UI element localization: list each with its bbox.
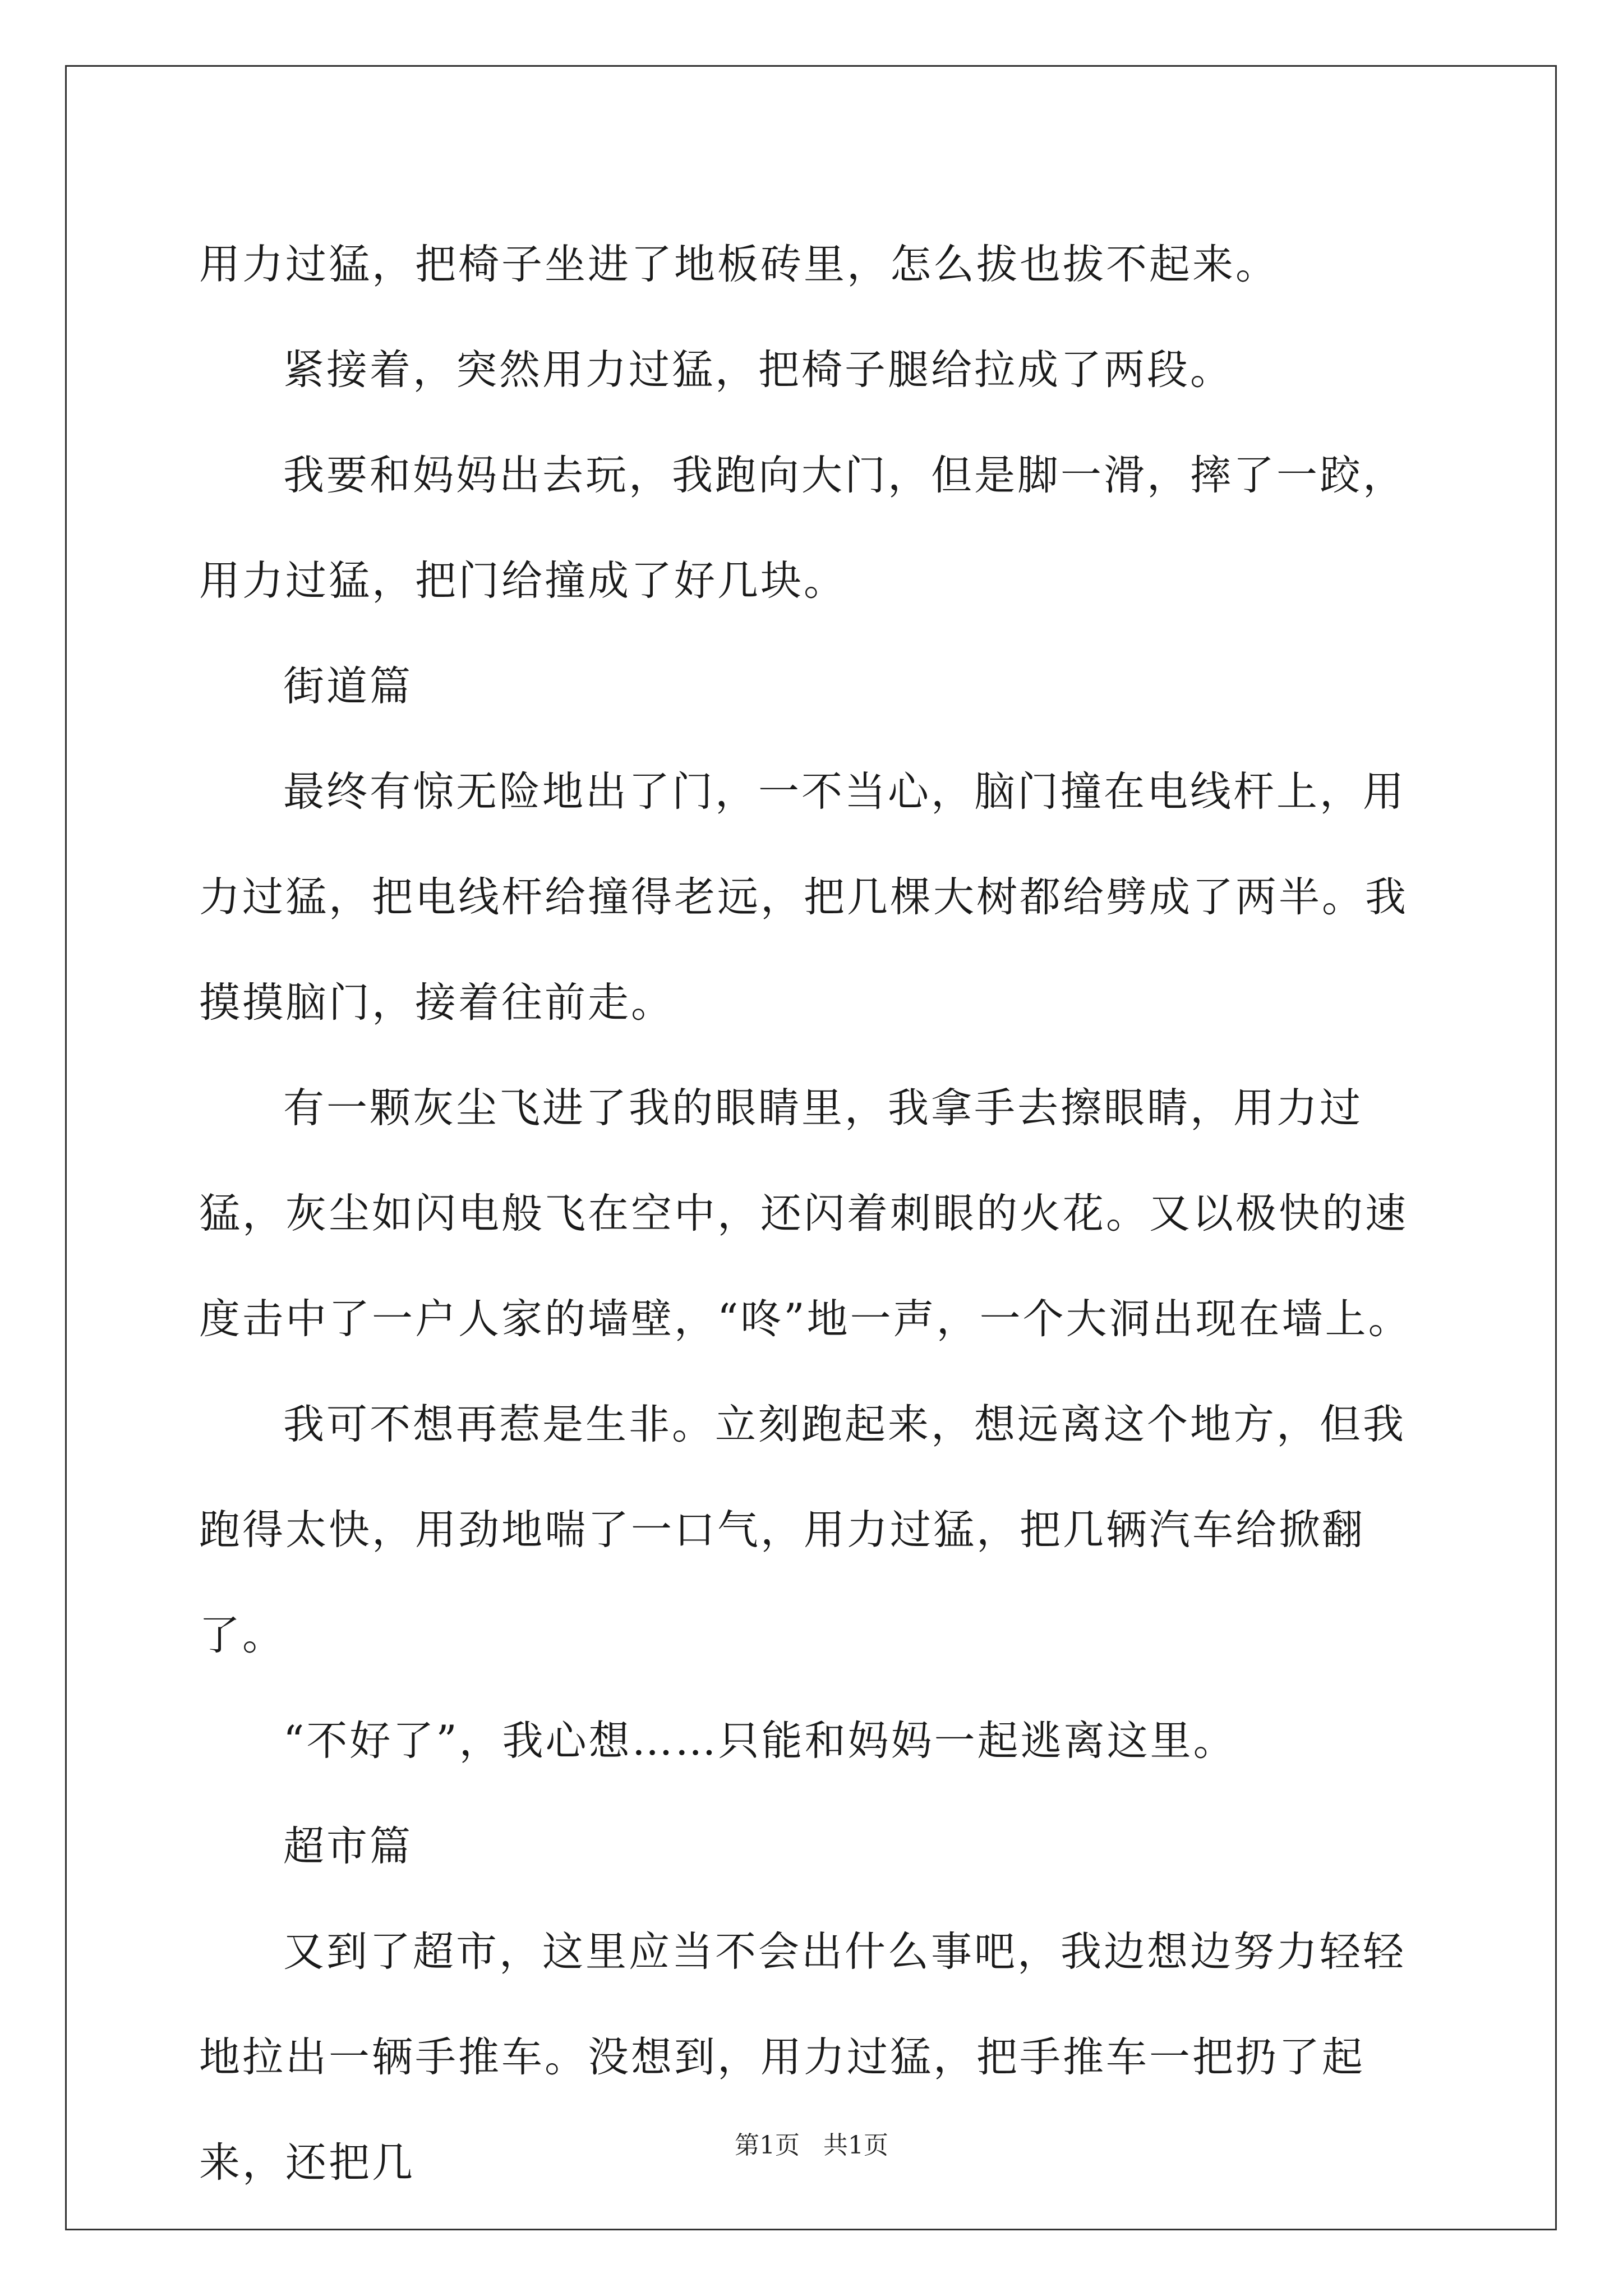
document-body [199,212,1433,2216]
paragraph-5: 最终有惊无险地出了门，一不当心，脑门撞在电线杆上，用力过猛，把电线杆给撞得老远，把几棵大树都给劈成了两半。我摸摸脑门，接着往前走。 [199,768,1408,1027]
paragraph-8: “不好了”，我心想……只能和妈妈一起逃离这里。 [283,1717,1237,1765]
paragraph-6: 有一颗灰尘飞进了我的眼睛里，我拿手去擦眼睛，用力过猛，灰尘如闪电般飞在空中，还闪着刺眼的火花。又以极快的速度击中了一户人家的墙壁，“咚”地一声，一个大洞出现在墙上。 [199,1084,1412,1343]
paragraph-1: 用力过猛，把椅子坐进了地板砖里，怎么拔也拔不起来。 [199,241,1279,288]
section-heading-supermarket: 超市篇 [283,1823,413,1870]
paragraph-7: 我可不想再惹是生非。立刻跑起来，想远离这个地方，但我跑得太快，用劲地喘了一口气，用力过猛，把几辆汽车给掀翻了。 [199,1401,1406,1659]
paragraph-2: 紧接着，突然用力过猛，把椅子腿给拉成了两段。 [283,346,1233,394]
section-heading-street: 街道篇 [283,662,413,710]
page-number-footer: 第1页 共1页 [735,2131,888,2160]
paragraph-10: 又到了超市，这里应当不会出什么事吧，我边想边努力轻轻地拉出一辆手推车。没想到，用力过猛，把手推车一把扔了起来，还把几 [199,1928,1406,2187]
paragraph-3: 我要和妈妈出去玩，我跑向大门，但是脚一滑，摔了一跤，用力过猛，把门给撞成了好几块。 [199,452,1406,605]
